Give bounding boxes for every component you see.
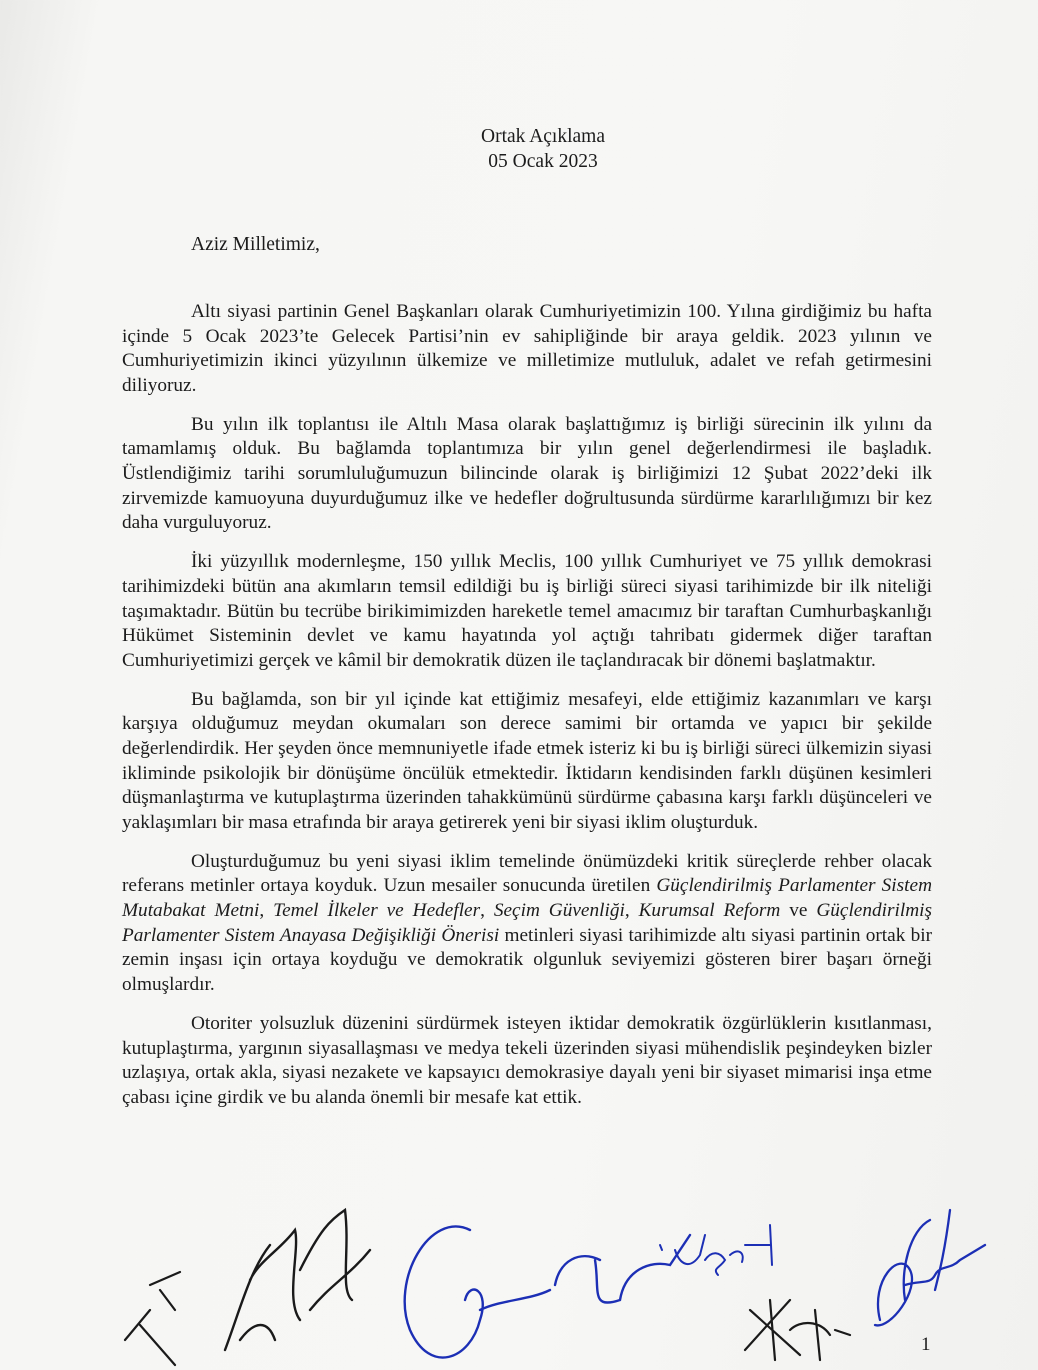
signature-3 <box>405 1226 690 1357</box>
signature-5 <box>745 1300 850 1360</box>
paragraph-5-text: Oluşturduğumuz bu yeni siyasi iklim temelinde önümüzdeki kritik süreçlerde rehber olacak referans metinler ortaya koyduk. Uzun mesailer sonucunda üretilen <box>122 850 932 897</box>
signature-6 <box>875 1210 985 1325</box>
paragraph-2: Bu yılın ilk toplantısı ile Altılı Masa olarak başlattığımız iş birliği sürecinin ilk yılını da tamamlamış olduk. Bu bağlamda toplantımıza bir yılın genel değerlendirmesi ile başladık. Üstlendiğimiz tarihi sorumluluğumuzun bilincinde olarak iş birliğimizi 12 Şubat 2022’deki ilk zirvemizde kamuoyuna duyurduğumuz ilke ve hedefler doğrultusunda sürdürme kararlılığımızı bir kez daha vurguluyoruz. <box>122 413 932 534</box>
document-title: Ortak Açıklama <box>481 126 605 147</box>
doc-title-secim: Seçim Güvenliği <box>493 900 625 922</box>
doc-title-reform: Kurumsal Reform <box>638 900 781 922</box>
doc-title-ilkeler: Temel İlkeler ve Hedefler <box>273 900 481 922</box>
signature-1 <box>125 1272 180 1365</box>
page-number: 1 <box>921 1334 931 1355</box>
doc-title-anayasa: Güçlendirilmiş Parlamenter Sistem Anayasa Değişikliği Önerisi <box>122 900 933 946</box>
separator: , <box>480 900 494 922</box>
salutation: Aziz Milletimiz, <box>191 234 320 255</box>
paragraph-3: İki yüzyıllık modernleşme, 150 yıllık Meclis, 100 yıllık Cumhuriyet ve 75 yıllık demokrasi tarihimizdeki bütün ana akımların temsil edildiği bu iş birliği süreci siyasi tarihimizde bir ilk niteliği taşımaktadır. Bütün bu tecrübe birikimimizden hareketle temel amacımız bir taraftan Cumhurbaşkanlığı Hükümet Sisteminin devlet ve kamu hayatında yol açtığı tahribatı gidermek diğer taraftan Cumhuriyetimizi gerçek ve kâmil bir demokratik düzen ile taçlandıracak bir dönemi başlatmaktır. <box>122 551 932 671</box>
paragraph-1: Altı siyasi partinin Genel Başkanları olarak Cumhuriyetimizin 100. Yılına girdiğimiz bu hafta içinde 5 Ocak 2023’te Gelecek Partisi’nin ev sahipliğinde bir araya geldik. 2023 yılının ve Cumhuriyetimizin ikinci yüzyılının ülkemize ve milletimize mutluluk, adalet ve refah getirmesini diliyoruz. <box>122 301 932 396</box>
paragraph-4: Bu bağlamda, son bir yıl içinde kat ettiğimiz mesafeyi, elde ettiğimiz kazanımları ve karşı karşıya olduğumuz meydan okumaları son derece samimi bir ortamda ve yapıcı bir şekilde değerlendirdik. Her şeyden önce memnuniyetle ifade etmek isteriz ki bu iş birliği süreci ülkemizin siyasi ikliminde psikolojik bir dönüşüme öncülük etmektedir. İktidarın kendisinden farklı düşünen kesimleri düşmanlaştırma ve kutuplaştırma üzerinden tahakkümünü sürdürme çabasına karşı farklı düşünceleri ve yaklaşımları bir masa etrafında bir araya getirerek yeni bir siyasi iklim oluşturduk. <box>122 688 932 833</box>
paragraph-5 <box>122 850 932 998</box>
signatures-area <box>0 1190 1038 1370</box>
document-body <box>122 300 932 1125</box>
document-heading <box>0 124 1038 174</box>
signature-4 <box>660 1225 772 1275</box>
paragraph-6: Otoriter yolsuzluk düzenini sürdürmek isteyen iktidar demokratik özgürlüklerin kısıtlanması, kutuplaştırma, yargının siyasallaşması ve medya tekeli üzerinden siyasi mühendislik peşindeyken bizler uzlaşıya, ortak akla, siyasi nezakete ve kapsayıcı demokrasiye dayalı yeni bir siyaset mimarisi inşa etme çabası içine girdik ve bu alanda önemli bir mesafe kat ettik. <box>122 1012 932 1108</box>
signatures-svg <box>0 1190 1038 1370</box>
separator: ve <box>780 900 817 922</box>
separator: , <box>624 900 639 922</box>
signature-2 <box>225 1210 370 1350</box>
doc-title-mutabakat: Güçlendirilmiş Parlamenter Sistem Mutabakat Metni <box>122 875 932 922</box>
paragraph-5-text-end: metinleri siyasi tarihimizde altı siyasi partinin ortak bir zemin inşası için ortaya koyduğu ve demokratik olgunluk seviyemizi gösteren birer başarı örneği olmuşlardır. <box>122 924 932 995</box>
separator: , <box>259 900 274 922</box>
document-date: 05 Ocak 2023 <box>488 151 598 172</box>
